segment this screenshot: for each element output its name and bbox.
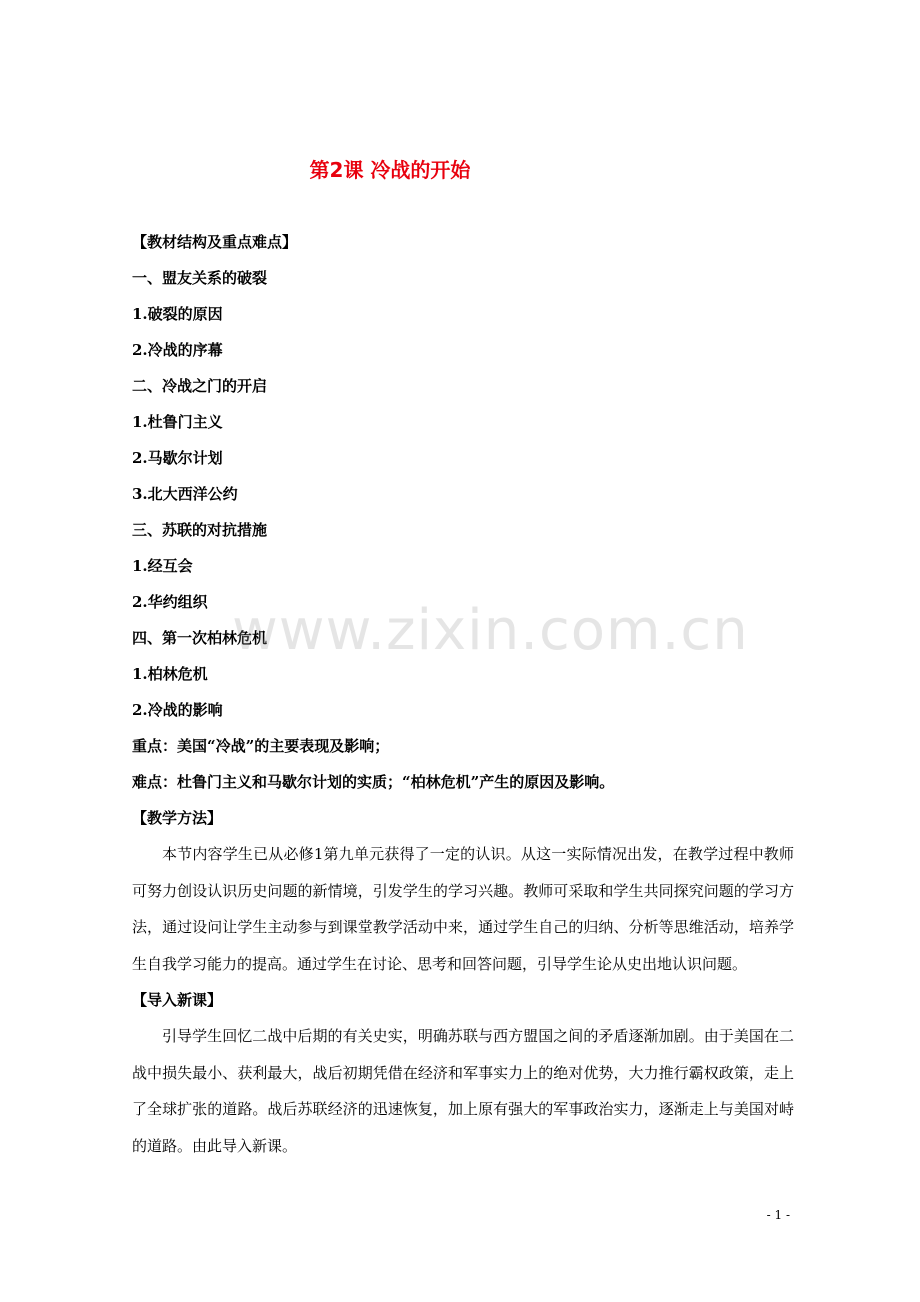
- outline-item: 2.马歇尔计划: [132, 449, 223, 467]
- outline-item: 一、盟友关系的破裂: [132, 269, 268, 287]
- page-number: - 1 -: [766, 1208, 790, 1222]
- section-header-method: 【教学方法】: [132, 809, 223, 827]
- difficult-point: 难点：杜鲁门主义和马歇尔计划的实质；“柏林危机”产生的原因及影响。: [132, 773, 615, 791]
- section-header-intro: 【导入新课】: [132, 991, 223, 1009]
- outline-item: 1.破裂的原因: [132, 305, 223, 323]
- outline-item: 2.华约组织: [132, 593, 208, 611]
- outline-item: 1.柏林危机: [132, 665, 208, 683]
- outline-item: 二、冷战之门的开启: [132, 377, 268, 395]
- intro-paragraph: 引导学生回忆二战中后期的有关史实，明确苏联与西方盟国之间的矛盾逐渐加剧。由于美国在二战中损失最小、获利最大，战后初期凭借在经济和军事实力上的绝对优势，大力推行霸权政策，走上了全球扩张的道路。战后苏联经济的迅速恢复，加上原有强大的军事政治实力，逐渐走上与美国对峙的道路。由此导入新课。: [132, 1027, 794, 1155]
- document-body: [132, 224, 794, 1164]
- outline-item: 2.冷战的序幕: [132, 341, 223, 359]
- outline-item: 1.经互会: [132, 557, 193, 575]
- page-title: 第2课 冷战的开始: [309, 158, 471, 182]
- method-paragraph: 本节内容学生已从必修1第九单元获得了一定的认识。从这一实际情况出发，在教学过程中教师可努力创设认识历史问题的新情境，引发学生的学习兴趣。教师可采取和学生共同探究问题的学习方法，通过设问让学生主动参与到课堂教学活动中来，通过学生自己的归纳、分析等思维活动，培养学生自我学习能力的提高。通过学生在讨论、思考和回答问题，引导学生论从史出地认识问题。: [132, 845, 794, 973]
- outline-item: 三、苏联的对抗措施: [132, 521, 268, 539]
- section-header-structure: 【教材结构及重点难点】: [132, 233, 298, 251]
- outline-item: 2.冷战的影响: [132, 701, 223, 719]
- watermark: www.zixin.com.cn: [232, 598, 749, 663]
- key-point: 重点：美国“冷战”的主要表现及影响；: [132, 737, 390, 755]
- outline-item: 四、第一次柏林危机: [132, 629, 268, 647]
- outline-item: 3.北大西洋公约: [132, 485, 238, 503]
- outline-item: 1.杜鲁门主义: [132, 413, 223, 431]
